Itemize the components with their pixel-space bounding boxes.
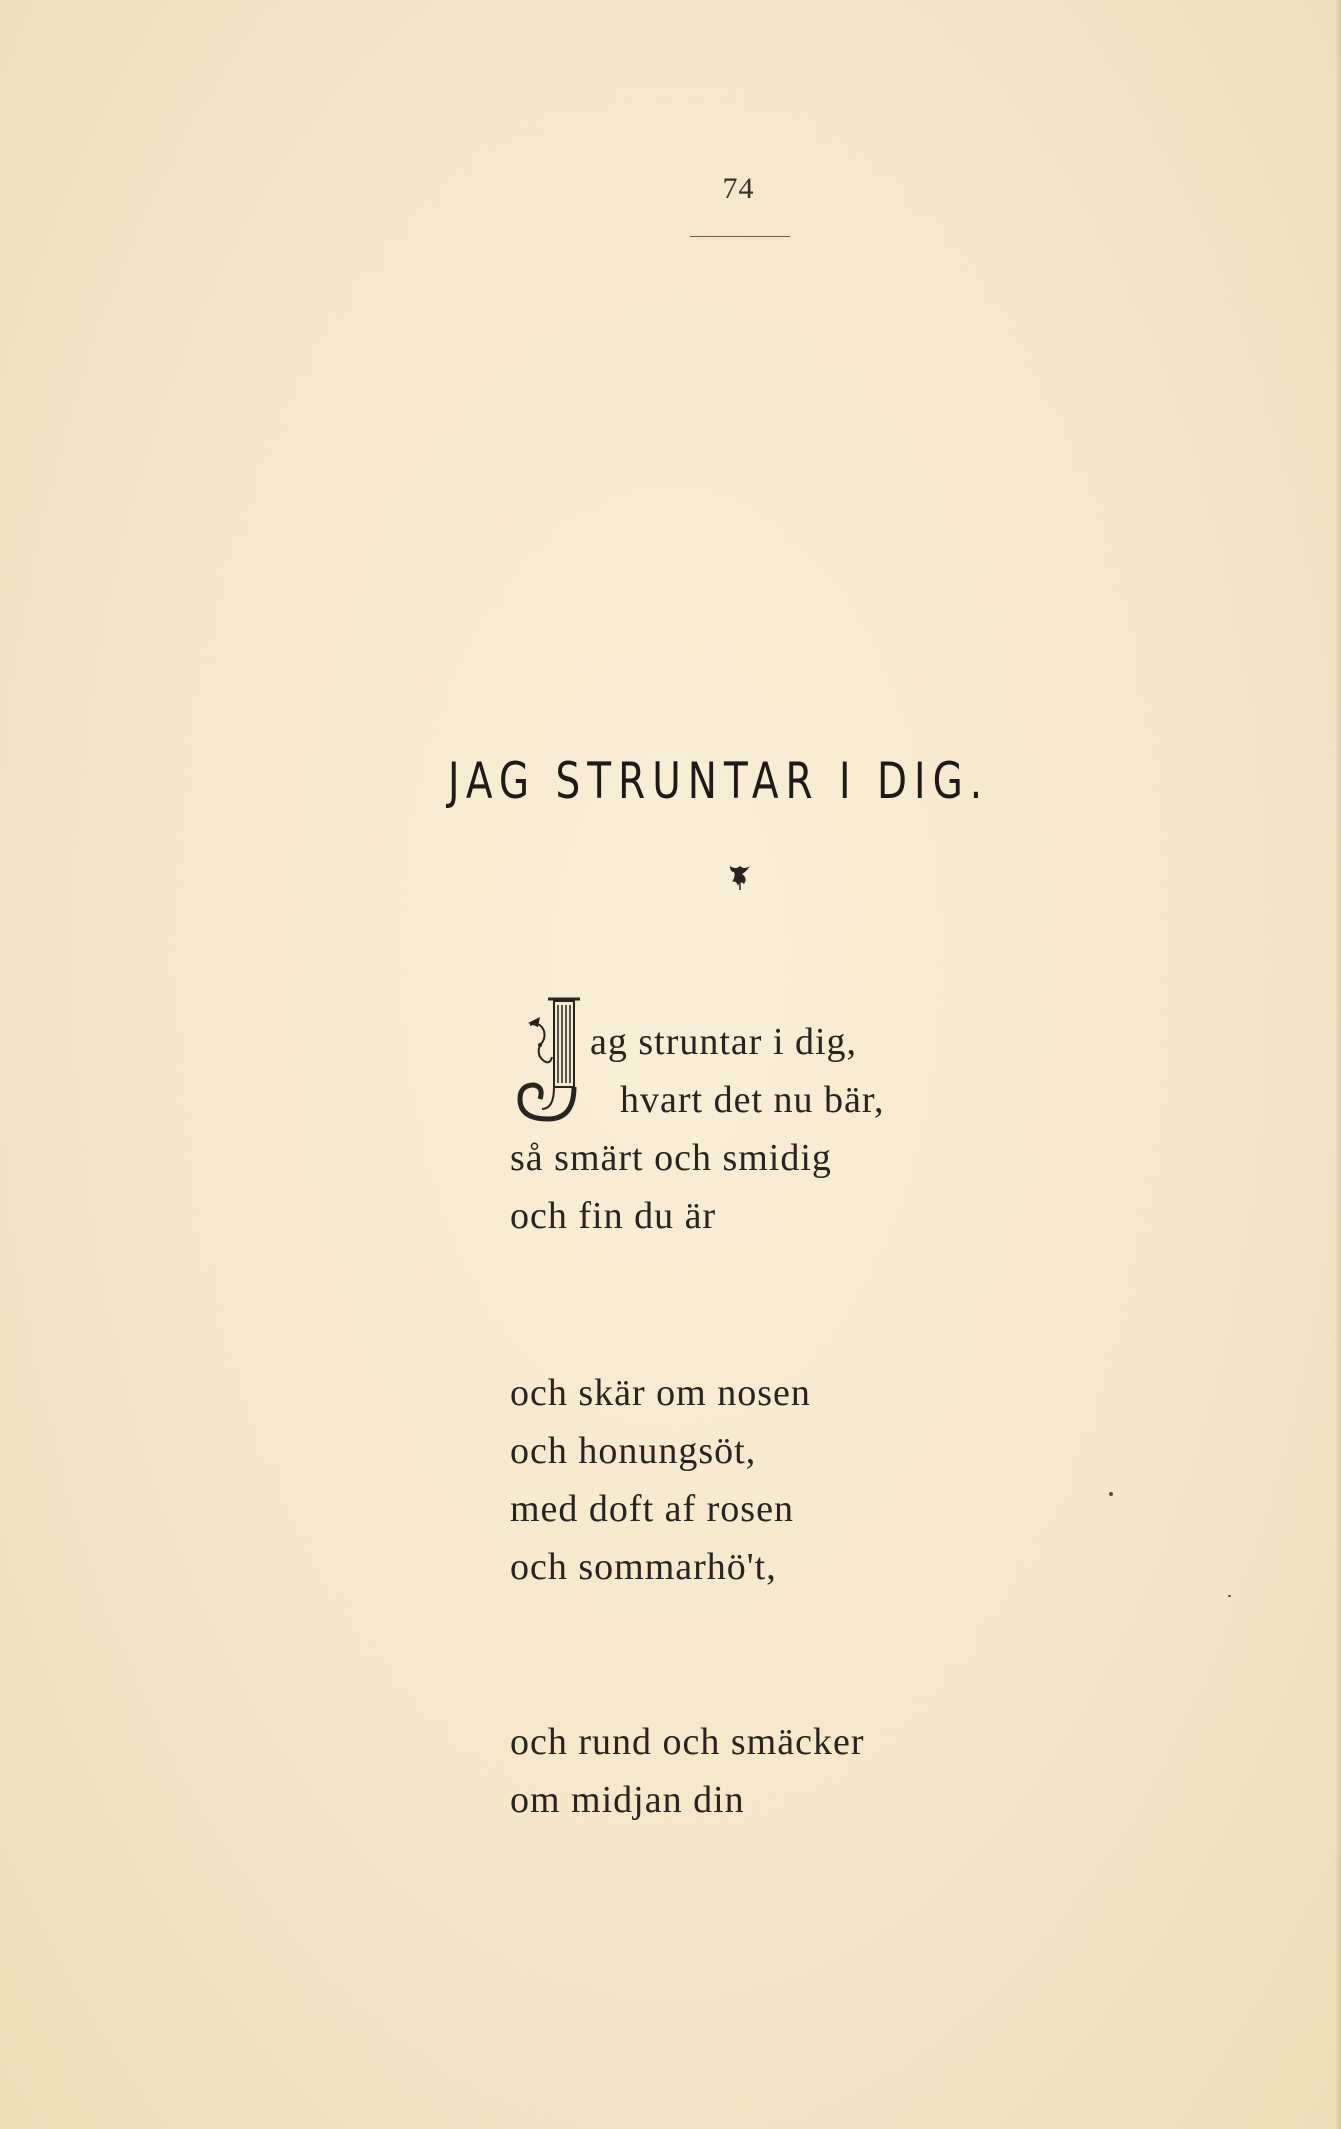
leaf-ornament-icon <box>726 862 754 892</box>
stanza-2-line-1: och skär om nosen <box>510 1372 811 1414</box>
stanza-1-line-2: hvart det nu bär, <box>620 1079 885 1121</box>
page-number-rule <box>690 236 790 237</box>
page-number: 74 <box>722 172 755 205</box>
stanza-1-line-3: så smärt och smidig <box>510 1137 832 1179</box>
stanza-1-line-4: och fin du är <box>510 1195 717 1237</box>
paper-speck <box>1109 1492 1113 1496</box>
stanza-2-line-3: med doft af rosen <box>510 1488 794 1530</box>
drop-cap-j <box>510 995 590 1125</box>
stanza-3-line-1: och rund och smäcker <box>510 1721 865 1763</box>
stanza-2-line-2: och honungsöt, <box>510 1430 757 1472</box>
stanza-3-line-2: om midjan din <box>510 1779 745 1821</box>
page-edge-shadow <box>1335 0 1341 2129</box>
poem-title: JAG STRUNTAR I DIG. <box>448 752 990 810</box>
stanza-2-line-4: och sommarhö't, <box>510 1546 777 1588</box>
stanza-1-line-1: ag struntar i dig, <box>590 1021 858 1063</box>
paper-speck <box>1228 1595 1231 1597</box>
